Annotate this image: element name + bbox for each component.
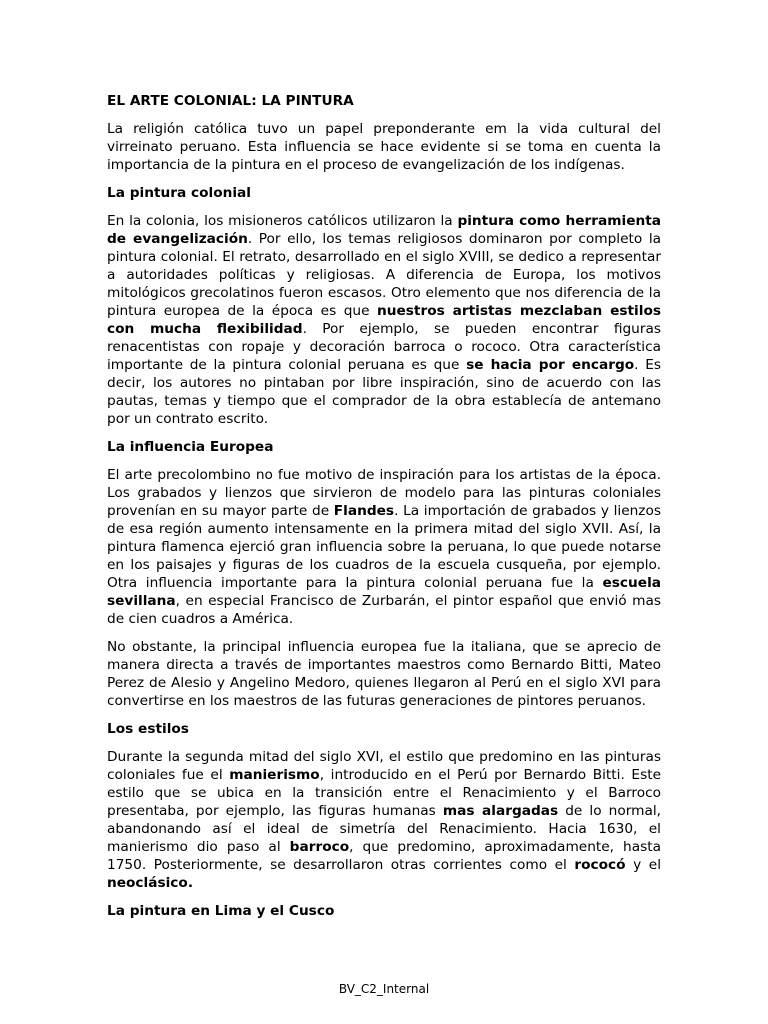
bold-text-run: neoclásico. — [107, 875, 194, 891]
section-heading: La pintura en Lima y el Cusco — [107, 903, 335, 919]
section — [107, 720, 661, 892]
bold-text-run: se hacia por encargo — [466, 357, 635, 373]
text-run: . Por ejemplo, se pueden encontrar figuras renacentistas con ropaje y decoración barroca o rococo. Otra característica importante de la pintura colonial peruana es que — [107, 321, 661, 373]
section-paragraph — [107, 212, 661, 428]
section-heading: La influencia Europea — [107, 439, 274, 455]
text-run: . Es decir, los autores no pintaban por libre inspiración, sino de acuerdo con las pautas, temas y tiempo que el comprador de la obra establecía de antemano por un contrato escrito. — [107, 357, 661, 427]
bold-text-run: pintura como herramienta de evangelización — [107, 213, 661, 247]
bold-text-run: escuela sevillana — [107, 575, 661, 609]
sections — [107, 184, 661, 920]
intro — [107, 120, 661, 174]
text-run: En la colonia, los misioneros católicos utilizaron la — [107, 213, 458, 229]
bold-text-run: barroco — [289, 839, 350, 855]
document-title: EL ARTE COLONIAL: LA PINTURA — [107, 93, 354, 109]
text-run: El arte precolombino no fue motivo de inspiración para los artistas de la época. Los grabados y lienzos que sirvieron de modelo para las pinturas coloniales provenían en su mayor parte de — [107, 467, 661, 519]
section — [107, 438, 661, 710]
text-run: y el — [625, 857, 661, 873]
document-page — [107, 92, 661, 930]
text-run: , que predomino, aproximadamente, hasta 1750. Posteriormente, se desarrollaron otras corrientes como el — [107, 839, 661, 873]
bold-text-run: nuestros artistas mezclaban estilos con mucha flexibilidad — [107, 303, 661, 337]
section-heading: La pintura colonial — [107, 185, 251, 201]
text-run: . La importación de grabados y lienzos de esa región aumento intensamente en la primera mitad del siglo XVII. Así, la pintura flamenca ejerció gran influencia sobre la peruana, lo que puede notarse en los paisajes y figuras de los cuadros de la escuela cusqueña, por ejemplo. Otra influencia importante para la pintura colonial peruana fue la — [107, 503, 661, 591]
text-run: No obstante, la principal influencia europea fue la italiana, que se aprecio de manera directa a través de importantes maestros como Bernardo Bitti, Mateo Perez de Alesio y Angelino Medoro, quienes llegaron al Perú en el siglo XVI para convertirse en los maestros de las futuras generaciones de pintores peruanos. — [107, 639, 661, 709]
section — [107, 184, 661, 428]
section — [107, 902, 661, 920]
bold-text-run: mas alargadas — [442, 803, 559, 819]
text-run: , introducido en el Perú por Bernardo Bitti. Este estilo que se ubica en la transición entre el Renacimiento y el Barroco presentaba, por ejemplo, las figuras humanas — [107, 767, 661, 819]
text-run: . Por ello, los temas religiosos dominaron por completo la pintura colonial. El retrato, desarrollado en el siglo XVIII, se dedico a representar a autoridades políticas y religiosas. A diferencia de Europa, los motivos mitológicos grecolatinos fueron escasos. Otro elemento que nos diferencia de la pintura europea de la época es que — [107, 231, 662, 319]
text-run: , en especial Francisco de Zurbarán, el pintor español que envió mas de cien cuadros a América. — [107, 593, 661, 627]
text-run: La religión católica tuvo un papel preponderante em la vida cultural del virreinato peruano. Esta influencia se hace evidente si se toma en cuenta la importancia de la pintura en el proceso de evangelización de los indígenas. — [107, 121, 661, 173]
section-heading: Los estilos — [107, 721, 189, 737]
bold-text-run: manierismo — [229, 767, 320, 783]
text-run: de lo normal, abandonando así el ideal de simetría del Renacimiento. Hacia 1630, el manierismo dio paso al — [107, 803, 661, 855]
text-run: Durante la segunda mitad del siglo XVI, el estilo que predomino en las pinturas coloniales fue el — [107, 749, 661, 783]
section-paragraph — [107, 466, 661, 628]
intro-paragraph — [107, 120, 661, 174]
footer-label: BV_C2_Internal — [338, 982, 430, 996]
bold-text-run: Flandes — [333, 503, 395, 519]
section-paragraph — [107, 748, 661, 892]
section-paragraph — [107, 638, 661, 710]
bold-text-run: rococó — [574, 857, 626, 873]
